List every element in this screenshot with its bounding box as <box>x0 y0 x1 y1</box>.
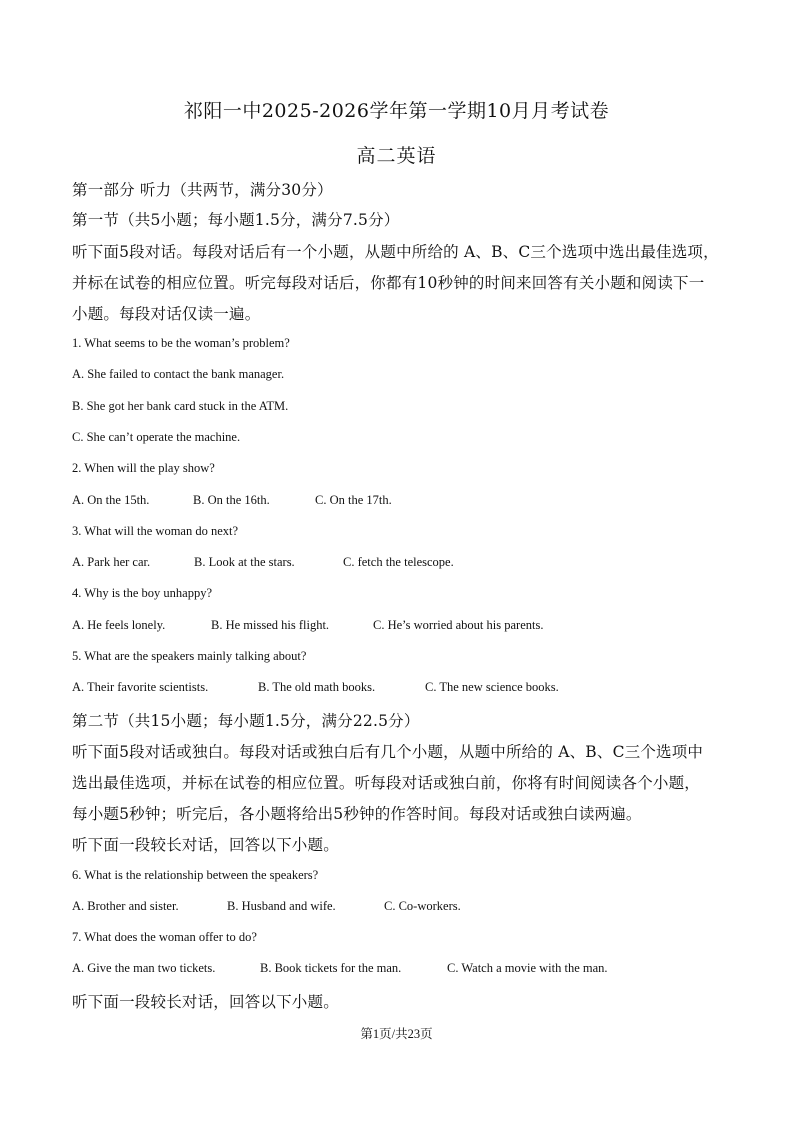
question-3-option-a: A. Park her car. <box>72 555 151 569</box>
question-4-option-c: C. He’s worried about his parents. <box>373 618 544 632</box>
question-2-option-c: C. On the 17th. <box>315 493 392 507</box>
section2-instruction-line: 听下面5段对话或独白。每段对话或独白后有几个小题，从题中所给的 A、B、C三个选项中 <box>72 743 704 761</box>
question-1-option-c: C. She can’t operate the machine. <box>72 430 241 444</box>
question-7-option-b: B. Book tickets for the man. <box>260 961 402 975</box>
question-1-stem: 1. What seems to be the woman’s problem? <box>72 336 290 350</box>
question-2-stem: 2. When will the play show? <box>72 461 215 475</box>
question-6-options <box>72 899 732 914</box>
section1-instruction-line: 并标在试卷的相应位置。听完每段对话后，你都有10秒钟的时间来回答有关小题和阅读下一 <box>72 274 705 292</box>
question-3-stem: 3. What will the woman do next? <box>72 524 239 538</box>
question-7-option-a: A. Give the man two tickets. <box>72 961 216 975</box>
question-3-option-c: C. fetch the telescope. <box>343 555 454 569</box>
question-3-options <box>72 555 732 570</box>
question-6-option-b: B. Husband and wife. <box>227 899 336 913</box>
question-5-option-c: C. The new science books. <box>425 680 559 694</box>
exam-title: 祁阳一中2025-2026学年第一学期10月月考试卷 <box>183 100 610 122</box>
question-4-stem: 4. Why is the boy unhappy? <box>72 586 213 600</box>
listening-prompt: 听下面一段较长对话，回答以下小题。 <box>72 993 339 1011</box>
question-6-option-c: C. Co-workers. <box>384 899 461 913</box>
question-2-options <box>72 493 732 508</box>
question-7-option-c: C. Watch a movie with the man. <box>447 961 608 975</box>
section2-instruction-line: 每小题5秒钟；听完后，各小题将给出5秒钟的作答时间。每段对话或独白读两遍。 <box>72 805 642 823</box>
question-2-option-b: B. On the 16th. <box>193 493 270 507</box>
question-5-options <box>72 680 732 695</box>
question-5-stem: 5. What are the speakers mainly talking about? <box>72 649 307 663</box>
section1-heading: 第一节（共5小题；每小题1.5分，满分7.5分） <box>72 211 400 229</box>
question-7-stem: 7. What does the woman offer to do? <box>72 930 257 944</box>
question-5-option-b: B. The old math books. <box>258 680 376 694</box>
section2-heading: 第二节（共15小题；每小题1.5分，满分22.5分） <box>72 712 420 730</box>
question-4-option-a: A. He feels lonely. <box>72 618 166 632</box>
page-number: 第1页/共23页 <box>360 1027 433 1041</box>
question-7-options <box>72 961 732 976</box>
part1-heading: 第一部分 听力（共两节，满分30分） <box>72 181 333 199</box>
section1-instruction-line: 听下面5段对话。每段对话后有一个小题，从题中所给的 A、B、C三个选项中选出最佳选项， <box>72 243 719 261</box>
question-1-option-a: A. She failed to contact the bank manager. <box>72 367 285 381</box>
listening-prompt: 听下面一段较长对话，回答以下小题。 <box>72 836 339 854</box>
question-5-option-a: A. Their favorite scientists. <box>72 680 209 694</box>
question-2-option-a: A. On the 15th. <box>72 493 150 507</box>
question-4-options <box>72 618 732 633</box>
section1-instruction-line: 小题。每段对话仅读一遍。 <box>72 305 261 323</box>
question-4-option-b: B. He missed his flight. <box>211 618 330 632</box>
question-1-option-b: B. She got her bank card stuck in the ATM. <box>72 399 289 413</box>
exam-subtitle: 高二英语 <box>356 145 437 167</box>
question-6-stem: 6. What is the relationship between the speakers? <box>72 868 319 882</box>
section2-instruction-line: 选出最佳选项，并标在试卷的相应位置。听每段对话或独白前，你将有时间阅读各个小题， <box>72 774 701 792</box>
question-3-option-b: B. Look at the stars. <box>194 555 295 569</box>
question-6-option-a: A. Brother and sister. <box>72 899 179 913</box>
